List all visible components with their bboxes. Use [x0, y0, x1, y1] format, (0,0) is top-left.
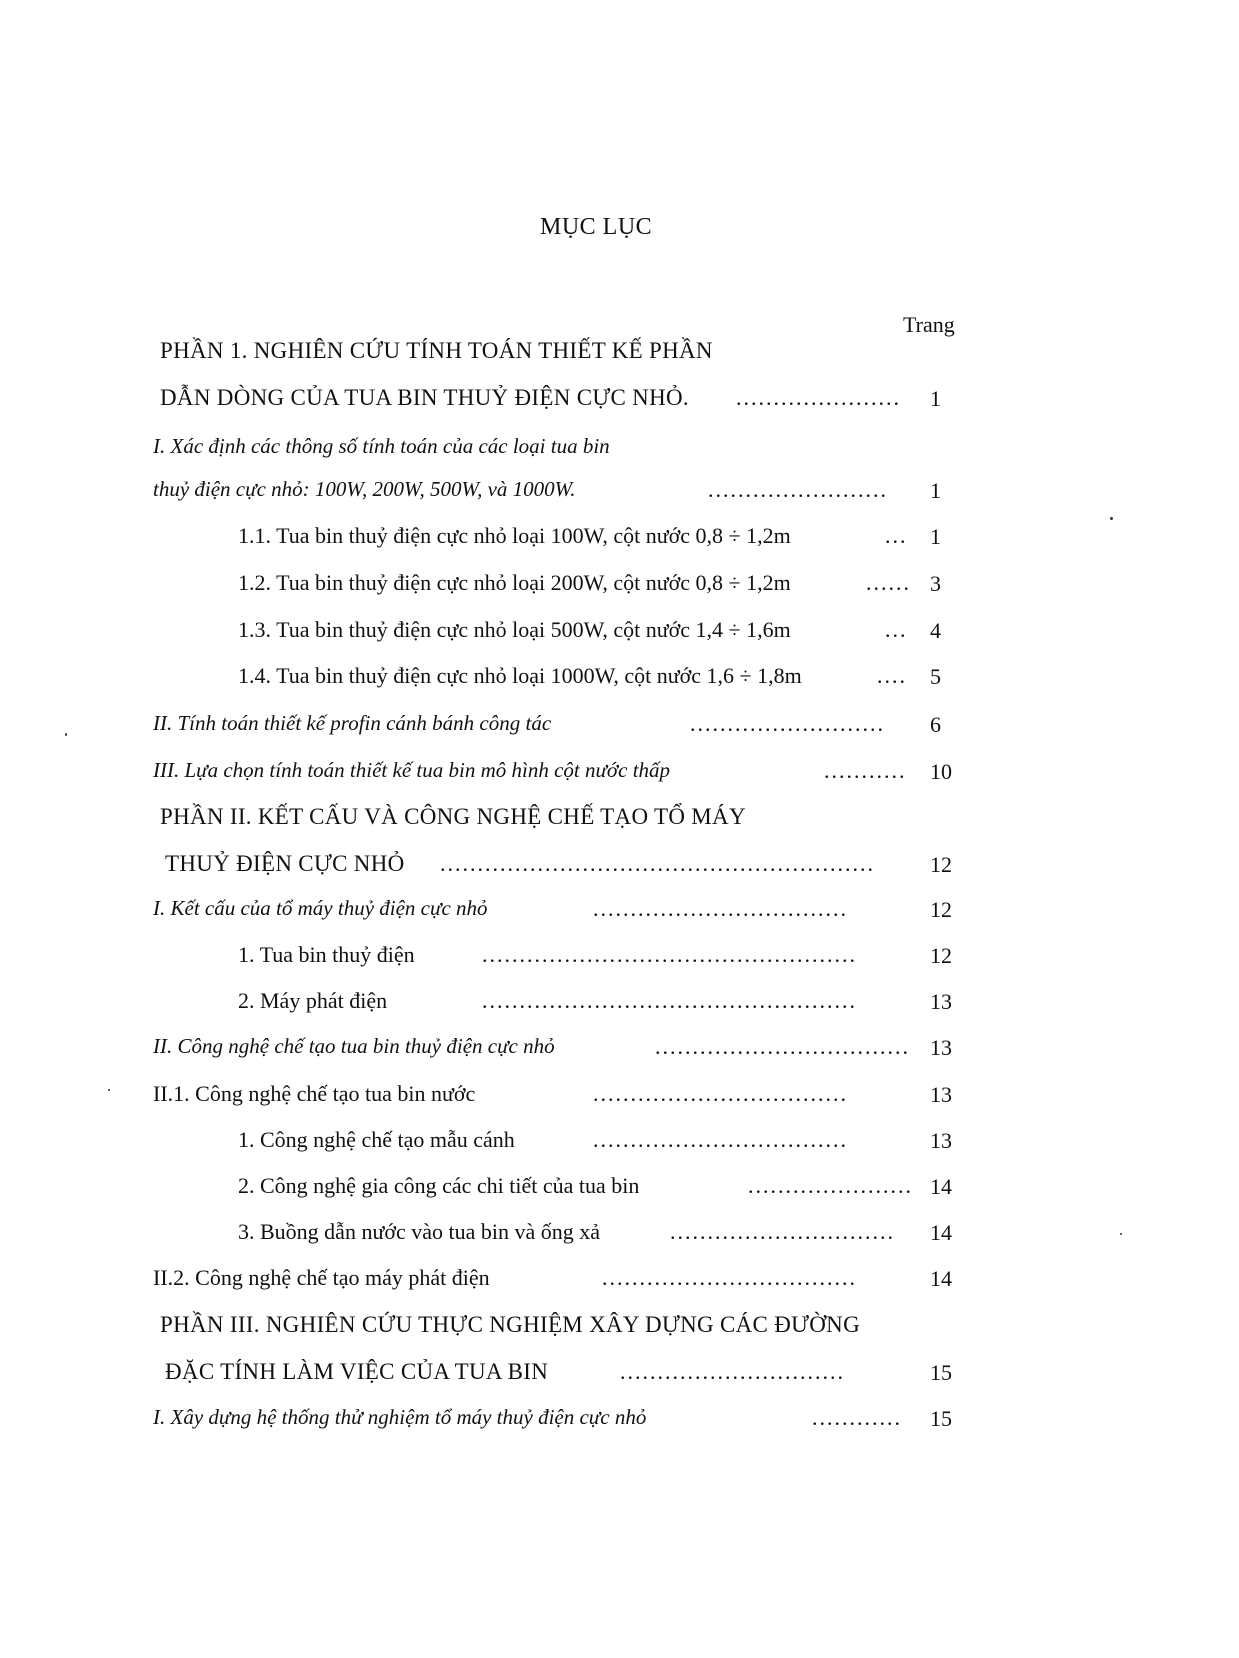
toc-subsection: 1.4. Tua bin thuỷ điện cực nhỏ loại 1000W, cột nước 1,6 ÷ 1,8m [238, 663, 802, 688]
page-column-label: Trang [903, 312, 955, 337]
toc-leader: .................................. [593, 1081, 848, 1106]
toc-section: II.1. Công nghệ chế tạo tua bin nước [153, 1081, 476, 1106]
toc-section: II. Tính toán thiết kế profin cánh bánh công tác [153, 711, 552, 735]
toc-page-number: 1 [930, 524, 941, 549]
toc-leader: ...................... [736, 385, 901, 410]
toc-page-number: 14 [930, 1266, 952, 1291]
toc-heading: THUỶ ĐIỆN CỰC NHỎ [165, 851, 405, 876]
toc-heading: PHẦN II. KẾT CẤU VÀ CÔNG NGHỆ CHẾ TẠO TỔ MÁY [160, 804, 746, 829]
toc-page-number: 13 [930, 1035, 952, 1060]
scan-speck [1120, 1233, 1122, 1235]
toc-page-number: 12 [930, 852, 952, 877]
toc-leader: .................................. [655, 1034, 910, 1059]
toc-leader: ... [885, 617, 908, 642]
toc-leader: .............................. [620, 1359, 845, 1384]
toc-section: thuỷ điện cực nhỏ: 100W, 200W, 500W, và 1000W. [153, 477, 576, 501]
toc-leader: ...... [866, 570, 911, 595]
toc-subsection: 1. Công nghệ chế tạo mẫu cánh [238, 1127, 515, 1152]
toc-heading: PHẦN III. NGHIÊN CỨU THỰC NGHIỆM XÂY DỰNG CÁC ĐƯỜNG [160, 1312, 860, 1337]
toc-subsection: 3. Buồng dẫn nước vào tua bin và ống xả [238, 1219, 601, 1244]
toc-section: III. Lựa chọn tính toán thiết kế tua bin mô hình cột nước thấp [153, 758, 671, 782]
toc-leader: .................................. [602, 1265, 857, 1290]
toc-page-number: 15 [930, 1360, 952, 1385]
toc-page-number: 10 [930, 759, 952, 784]
toc-page-number: 12 [930, 943, 952, 968]
toc-title: MỤC LỤC [540, 214, 653, 240]
toc-subsection: 1.2. Tua bin thuỷ điện cực nhỏ loại 200W, cột nước 0,8 ÷ 1,2m [238, 570, 791, 595]
toc-heading: DẪN DÒNG CỦA TUA BIN THUỶ ĐIỆN CỰC NHỎ. [160, 385, 689, 410]
toc-page-number: 5 [930, 664, 941, 689]
toc-leader: .................................. [593, 1127, 848, 1152]
toc-leader: .................................................. [482, 988, 857, 1013]
toc-section: I. Xây dựng hệ thống thử nghiệm tổ máy thuỷ điện cực nhỏ [153, 1405, 647, 1429]
toc-leader: ... [885, 523, 908, 548]
toc-section: I. Kết cấu của tổ máy thuỷ điện cực nhỏ [153, 896, 488, 920]
scan-speck [108, 1089, 110, 1091]
toc-page-number: 14 [930, 1174, 952, 1199]
toc-page-number: 14 [930, 1220, 952, 1245]
toc-section: II.2. Công nghệ chế tạo máy phát điện [153, 1265, 490, 1290]
toc-page-number: 4 [930, 618, 941, 643]
toc-heading: PHẦN 1. NGHIÊN CỨU TÍNH TOÁN THIẾT KẾ PHẦN [160, 338, 713, 363]
toc-section: II. Công nghệ chế tạo tua bin thuỷ điện cực nhỏ [153, 1034, 555, 1058]
toc-page-number: 12 [930, 897, 952, 922]
toc-leader: .................................. [593, 896, 848, 921]
toc-page-number: 13 [930, 1128, 952, 1153]
toc-leader: ........... [824, 758, 907, 783]
toc-leader: ...................... [748, 1173, 913, 1198]
toc-subsection: 1.3. Tua bin thuỷ điện cực nhỏ loại 500W, cột nước 1,4 ÷ 1,6m [238, 617, 791, 642]
toc-subsection: 1.1. Tua bin thuỷ điện cực nhỏ loại 100W, cột nước 0,8 ÷ 1,2m [238, 523, 791, 548]
toc-page-number: 3 [930, 571, 941, 596]
toc-page-number: 1 [930, 386, 941, 411]
toc-leader: ............ [812, 1405, 902, 1430]
toc-leader: ........................ [708, 477, 888, 502]
toc-page-number: 1 [930, 478, 941, 503]
toc-section: I. Xác định các thông số tính toán của các loại tua bin [153, 434, 610, 458]
toc-leader: .............................. [670, 1219, 895, 1244]
toc-heading: ĐẶC TÍNH LÀM VIỆC CỦA TUA BIN [165, 1359, 549, 1384]
toc-page-number: 6 [930, 712, 941, 737]
toc-page-number: 13 [930, 1082, 952, 1107]
toc-page-number: 15 [930, 1406, 952, 1431]
toc-leader: .......................................................... [440, 851, 875, 876]
toc-subsection: 2. Máy phát điện [238, 988, 388, 1013]
toc-subsection: 2. Công nghệ gia công các chi tiết của tua bin [238, 1173, 640, 1198]
toc-leader: .......................... [690, 711, 885, 736]
toc-page-number: 13 [930, 989, 952, 1014]
scan-speck [1110, 517, 1113, 520]
toc-subsection: 1. Tua bin thuỷ điện [238, 942, 415, 967]
scan-speck [65, 733, 67, 736]
toc-leader: .................................................. [482, 942, 857, 967]
toc-leader: .... [877, 663, 907, 688]
